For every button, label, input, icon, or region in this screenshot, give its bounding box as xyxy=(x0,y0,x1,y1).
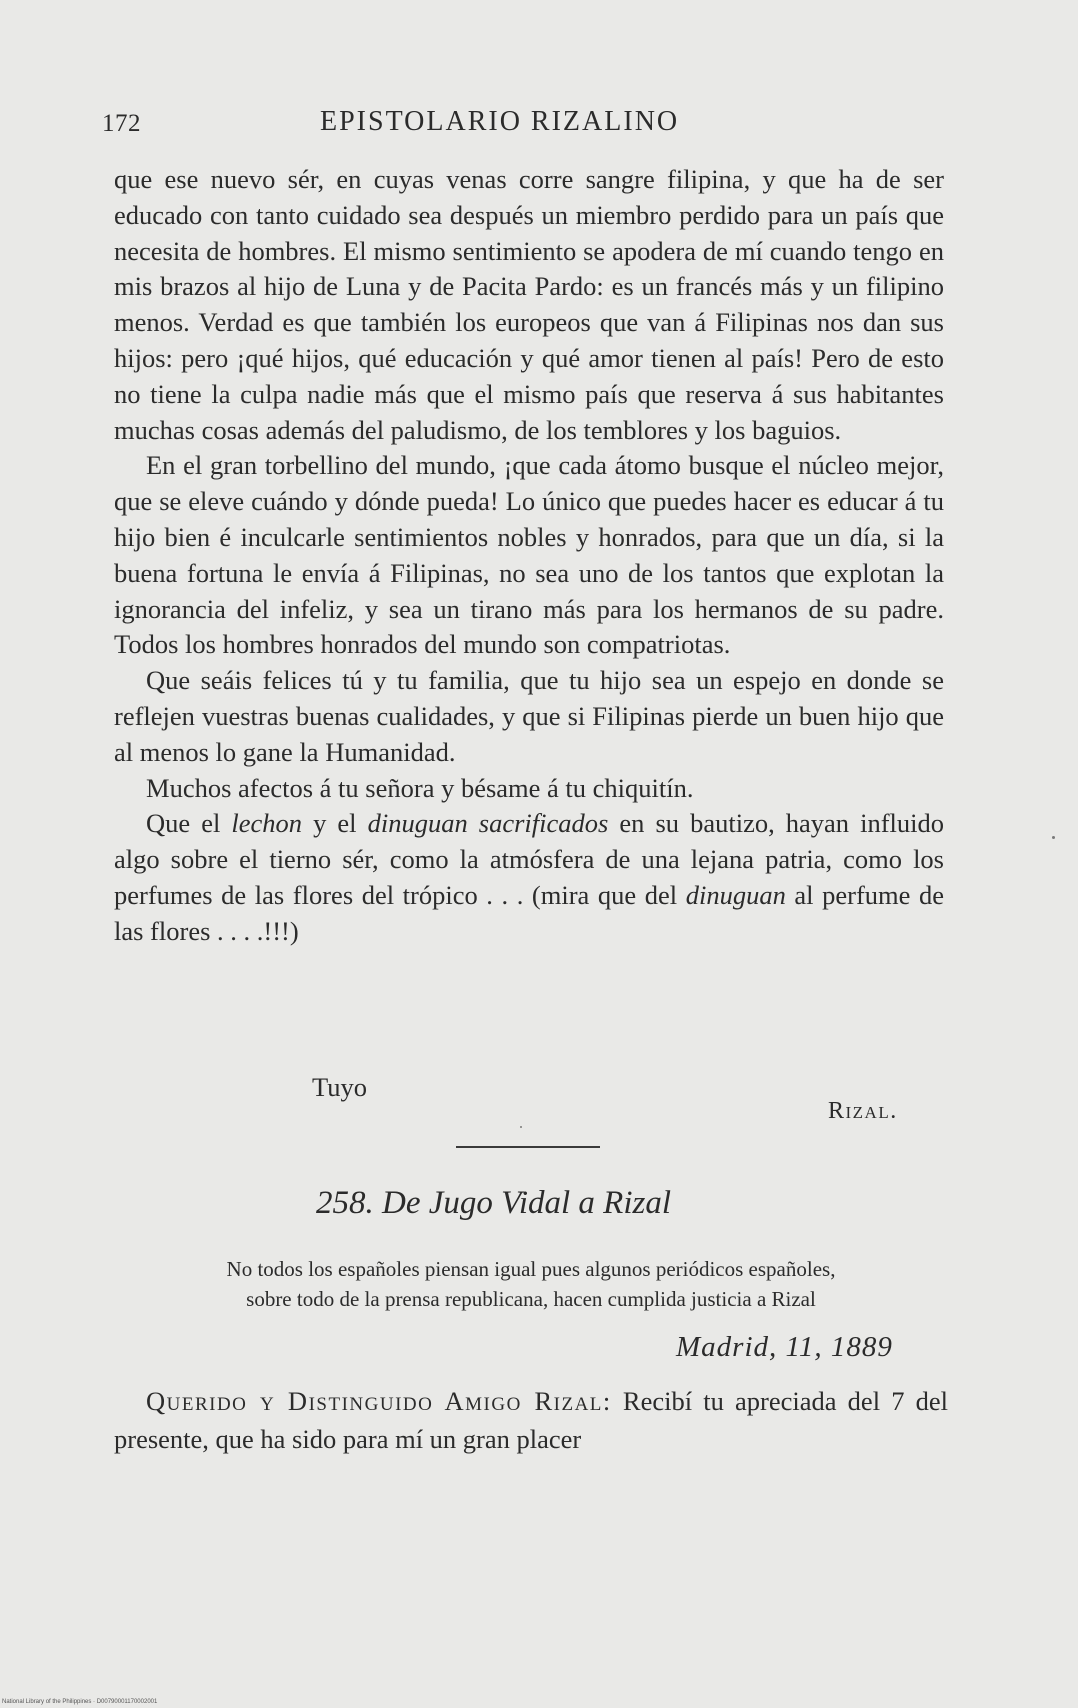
lechon-text-1: Que el xyxy=(146,808,232,839)
lechon-text-3: en su bautizo, hayan influido algo sobre el tierno sér, como la atmósfera de una lejana patria, como los perfumes de las flores del trópico . . . (mira que del xyxy=(114,808,945,910)
signature: Rizal. xyxy=(828,1098,898,1124)
letter-heading: 258. De Jugo Vidal a Rizal xyxy=(316,1185,672,1221)
scan-speck-2 xyxy=(520,1126,522,1128)
salutation: Querido y Distinguido Amigo Rizal: xyxy=(146,1386,612,1416)
scan-speck xyxy=(1052,836,1055,839)
footer-credit: National Library of the Philippines · D00790001170002001 xyxy=(2,1699,158,1705)
letter-summary xyxy=(114,1254,948,1314)
lechon-text-4: al perfume de las flores . . . .!!!) xyxy=(114,879,944,946)
paragraph-torbellino: En el gran torbellino del mundo, ¡que cada átomo busque el núcleo mejor, que se eleve cuándo y dónde pueda! Lo único que puedes hacer es educar á tu hijo bien é inculcarle sentimientos nobles y honrados, para que un día, si la buena fortuna le envía á Filipinas, no sea uno de los tantos que explotan la ignorancia del infeliz, y sea un tirano más para los hermanos de su padre. Todos los hombres honrados del mundo son compatriotas. xyxy=(114,450,944,660)
paragraph-continuation: que ese nuevo sér, en cuyas venas corre sangre filipina, y que ha de ser educado con tanto cuidado sea después un miembro perdido para un país que necesita de hombres. El mismo sentimiento se apodera de mí cuando tengo en mis brazos al hijo de Luna y de Pacita Pardo: es un francés más y un filipino menos. Verdad es que también los europeos que van á Filipinas nos dan sus hijos: pero ¡qué hijos, qué educación y qué amor tienen al país! Pero de esto no tiene la culpa nadie más que el mismo país que reserva á sus habitantes muchas cosas además del paludismo, de los temblores y los baguios. xyxy=(114,164,944,445)
opening-text: Recibí tu apreciada del 7 del presente, que ha sido para mí un gran placer xyxy=(114,1386,948,1454)
page-number: 172 xyxy=(102,110,141,137)
paragraph-afectos: Muchos afectos á tu señora y bésame á tu chiquitín. xyxy=(146,772,694,803)
summary-line-1: No todos los españoles piensan igual pues algunos periódicos españoles, xyxy=(226,1257,836,1281)
lechon-italic: lechon xyxy=(231,808,303,839)
summary-line-2: sobre todo de la prensa republicana, hacen cumplida justicia a Rizal xyxy=(246,1287,816,1311)
letter-body xyxy=(114,162,944,950)
opening-paragraph xyxy=(114,1382,948,1458)
paragraph-lechon xyxy=(114,806,944,949)
dinuguan-italic: dinuguan sacrificados xyxy=(367,808,609,839)
dinuguan-italic-2: dinuguan xyxy=(685,879,786,910)
section-divider xyxy=(456,1146,600,1148)
running-header: EPISTOLARIO RIZALINO xyxy=(320,106,680,137)
letter-opening xyxy=(114,1382,948,1458)
closing: Tuyo xyxy=(312,1072,368,1102)
lechon-text-2: y el xyxy=(302,808,368,839)
paragraph-felices: Que seáis felices tú y tu familia, que tu hijo sea un espejo en donde se reflejen vuestras buenas cualidades, y que si Filipinas pierde un buen hijo que al menos lo gane la Humanidad. xyxy=(114,665,944,767)
dateline: Madrid, 11, 1889 xyxy=(676,1331,893,1363)
